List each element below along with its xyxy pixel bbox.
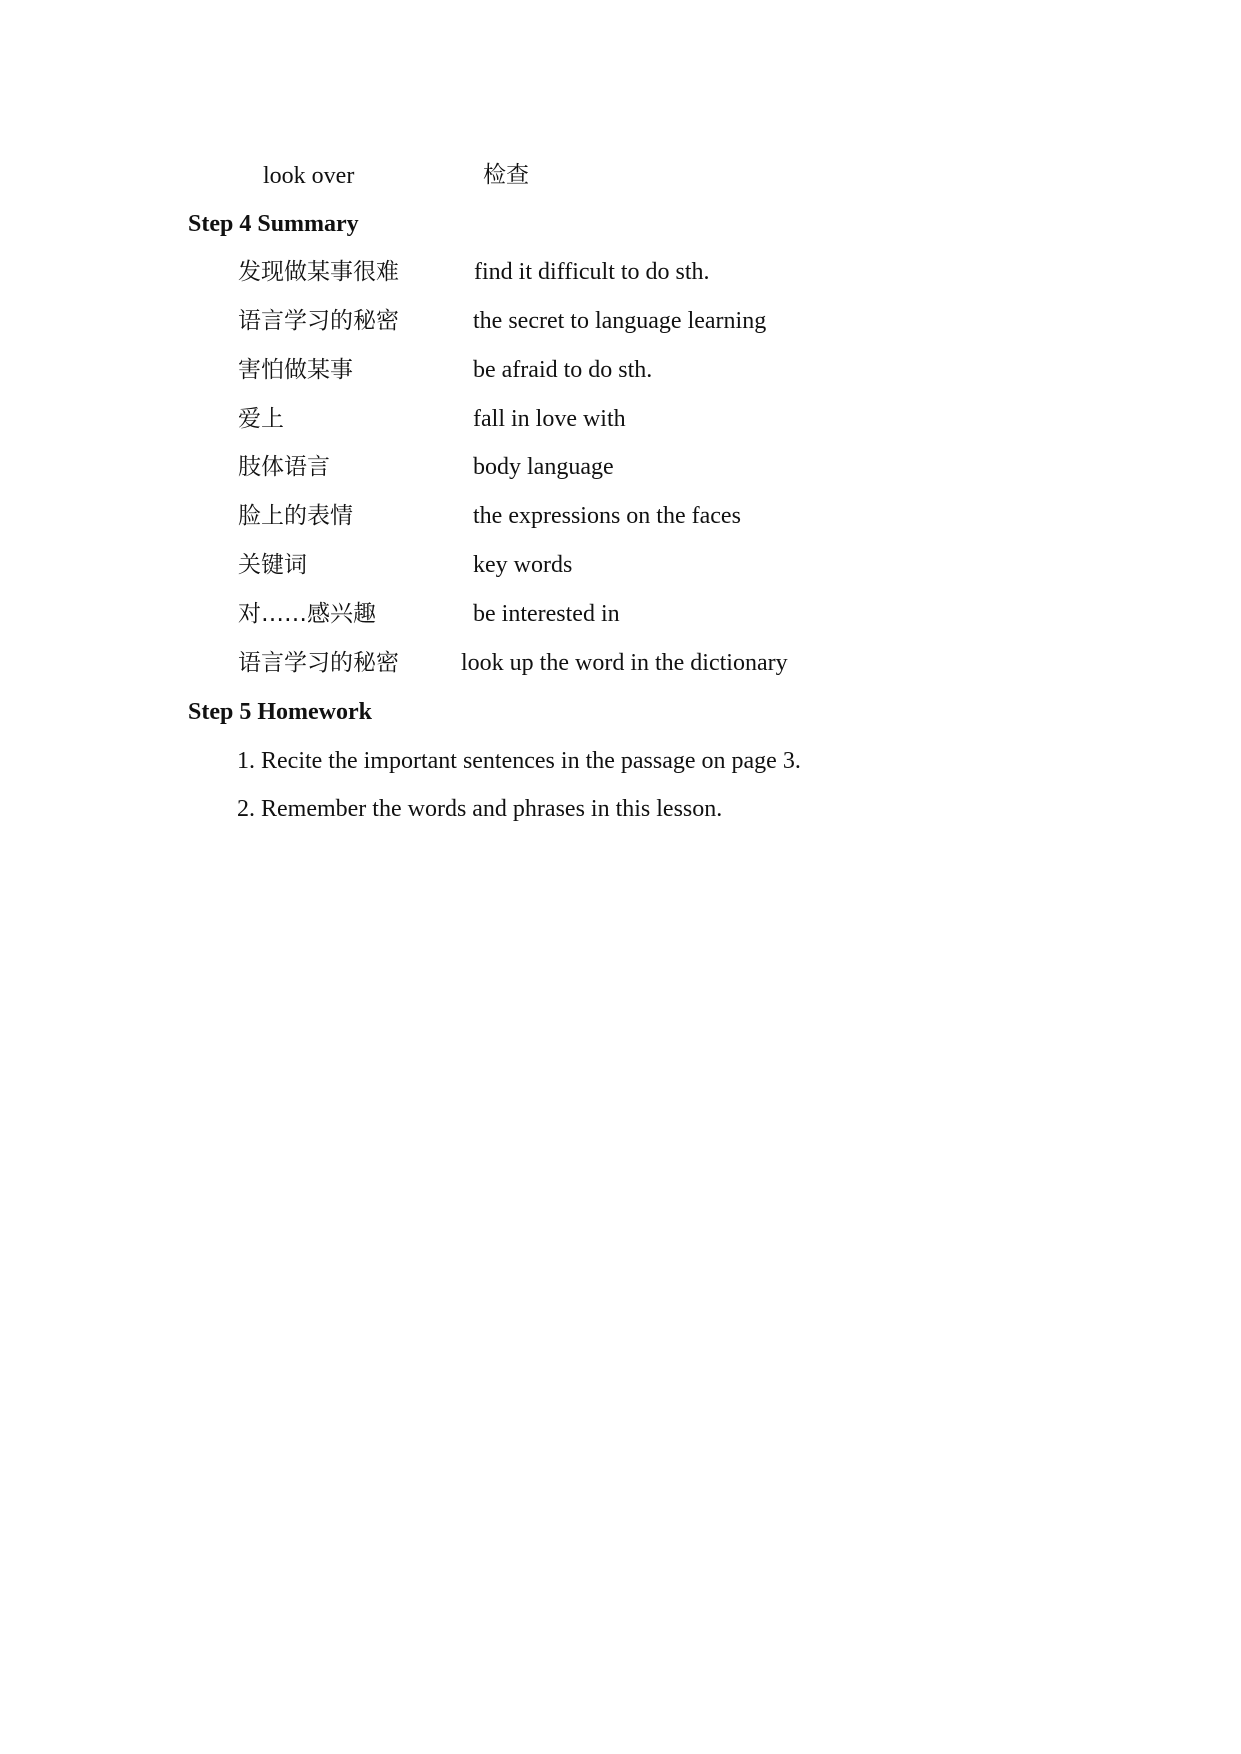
summary-chinese-9: 语言学习的秘密 <box>238 650 399 676</box>
step4-heading: Step 4 Summary <box>188 211 359 237</box>
summary-chinese-2: 语言学习的秘密 <box>238 308 399 334</box>
summary-chinese-5: 肢体语言 <box>238 454 330 480</box>
homework-item-2: 2. Remember the words and phrases in this lesson. <box>237 796 723 822</box>
step5-heading: Step 5 Homework <box>188 699 372 725</box>
summary-english-1: find it difficult to do sth. <box>474 259 710 285</box>
summary-chinese-4: 爱上 <box>238 406 284 432</box>
summary-english-5: body language <box>473 454 614 480</box>
summary-english-2: the secret to language learning <box>473 308 767 334</box>
summary-english-9: look up the word in the dictionary <box>461 650 788 676</box>
summary-english-8: be interested in <box>473 601 620 627</box>
summary-chinese-3: 害怕做某事 <box>238 357 353 383</box>
summary-chinese-1: 发现做某事很难 <box>238 259 399 285</box>
intro-english: look over <box>263 163 355 189</box>
summary-chinese-6: 脸上的表情 <box>238 503 353 529</box>
homework-item-1: 1. Recite the important sentences in the passage on page 3. <box>237 748 801 774</box>
summary-english-3: be afraid to do sth. <box>473 357 653 383</box>
summary-chinese-8: 对……感兴趣 <box>238 601 376 627</box>
intro-chinese: 检查 <box>483 162 529 188</box>
summary-english-7: key words <box>473 552 573 578</box>
summary-chinese-7: 关键词 <box>238 552 307 578</box>
summary-english-4: fall in love with <box>473 406 626 432</box>
summary-english-6: the expressions on the faces <box>473 503 741 529</box>
